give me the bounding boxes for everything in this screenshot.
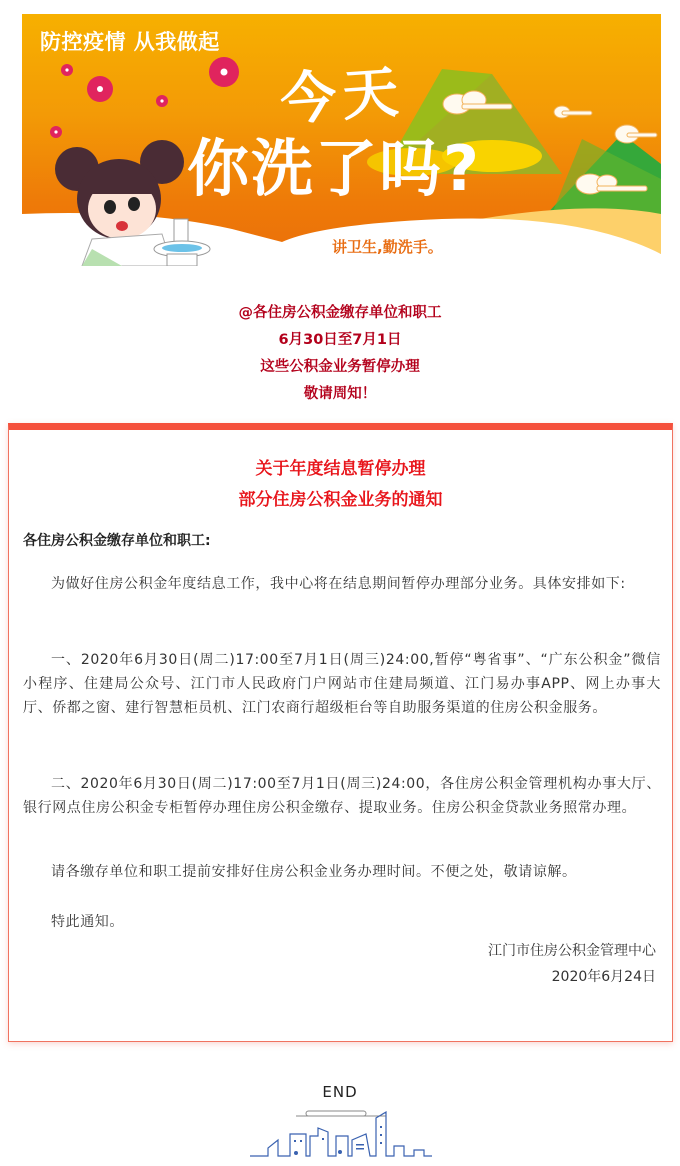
intro-line: 这些公积金业务暂停办理 [260,359,420,375]
intro-line: 敬请周知！ [303,386,377,402]
banner-slogan: 防控疫情 从我做起 [40,30,220,54]
notice-paragraph-request: 请各缴存单位和职工提前安排好住房公积金业务办理时间。不便之处，敬请谅解。 [51,864,577,880]
notice-paragraph-closing: 特此通知。 [51,914,124,930]
intro-line: 6月30日至7月1日 [278,332,402,348]
notice-title-line2: 部分住房公积金业务的通知 [238,490,443,510]
end-label: END [322,1083,358,1101]
notice-card [8,423,673,1042]
signature-organization: 江门市住房公积金管理中心 [488,943,656,959]
banner-headline-bottom: 你洗了吗? [187,132,481,205]
banner-tagline: 讲卫生,勤洗手。 [332,238,443,256]
banner-headline-top: 今天 [278,59,407,134]
notice-title-line1: 关于年度结息暂停办理 [255,459,426,479]
signature-date: 2020年6月24日 [551,969,656,985]
notice-paragraph-intro: 为做好住房公积金年度结息工作，我中心将在结息期间暂停办理部分业务。具体安排如下: [51,576,626,592]
notice-salutation: 各住房公积金缴存单位和职工: [23,533,211,549]
city-skyline-icon [248,1108,434,1160]
intro-announcement [0,300,680,408]
intro-line: @各住房公积金缴存单位和职工 [238,305,442,321]
hygiene-banner-image [22,14,661,266]
notice-paragraph-item-2: 二、2020年6月30日(周二)17:00至7月1日(周三)24:00，各住房公积金管理机构办事大厅、银行网点住房公积金专柜暂停办理住房公积金缴存、提取业务。住房公积金贷款业务照常办理。 [23,776,661,816]
notice-paragraph-item-1: 一、2020年6月30日(周二)17:00至7月1日(周三)24:00,暂停“粤省事”、“广东公积金”微信小程序、住建局公众号、江门市人民政府门户网站市住建局频道、江门易办事APP、网上办事大厅、侨都之窗、建行智慧柜员机、江门农商行超级柜台等自助服务渠道的住房公积金服务。 [23,652,661,716]
